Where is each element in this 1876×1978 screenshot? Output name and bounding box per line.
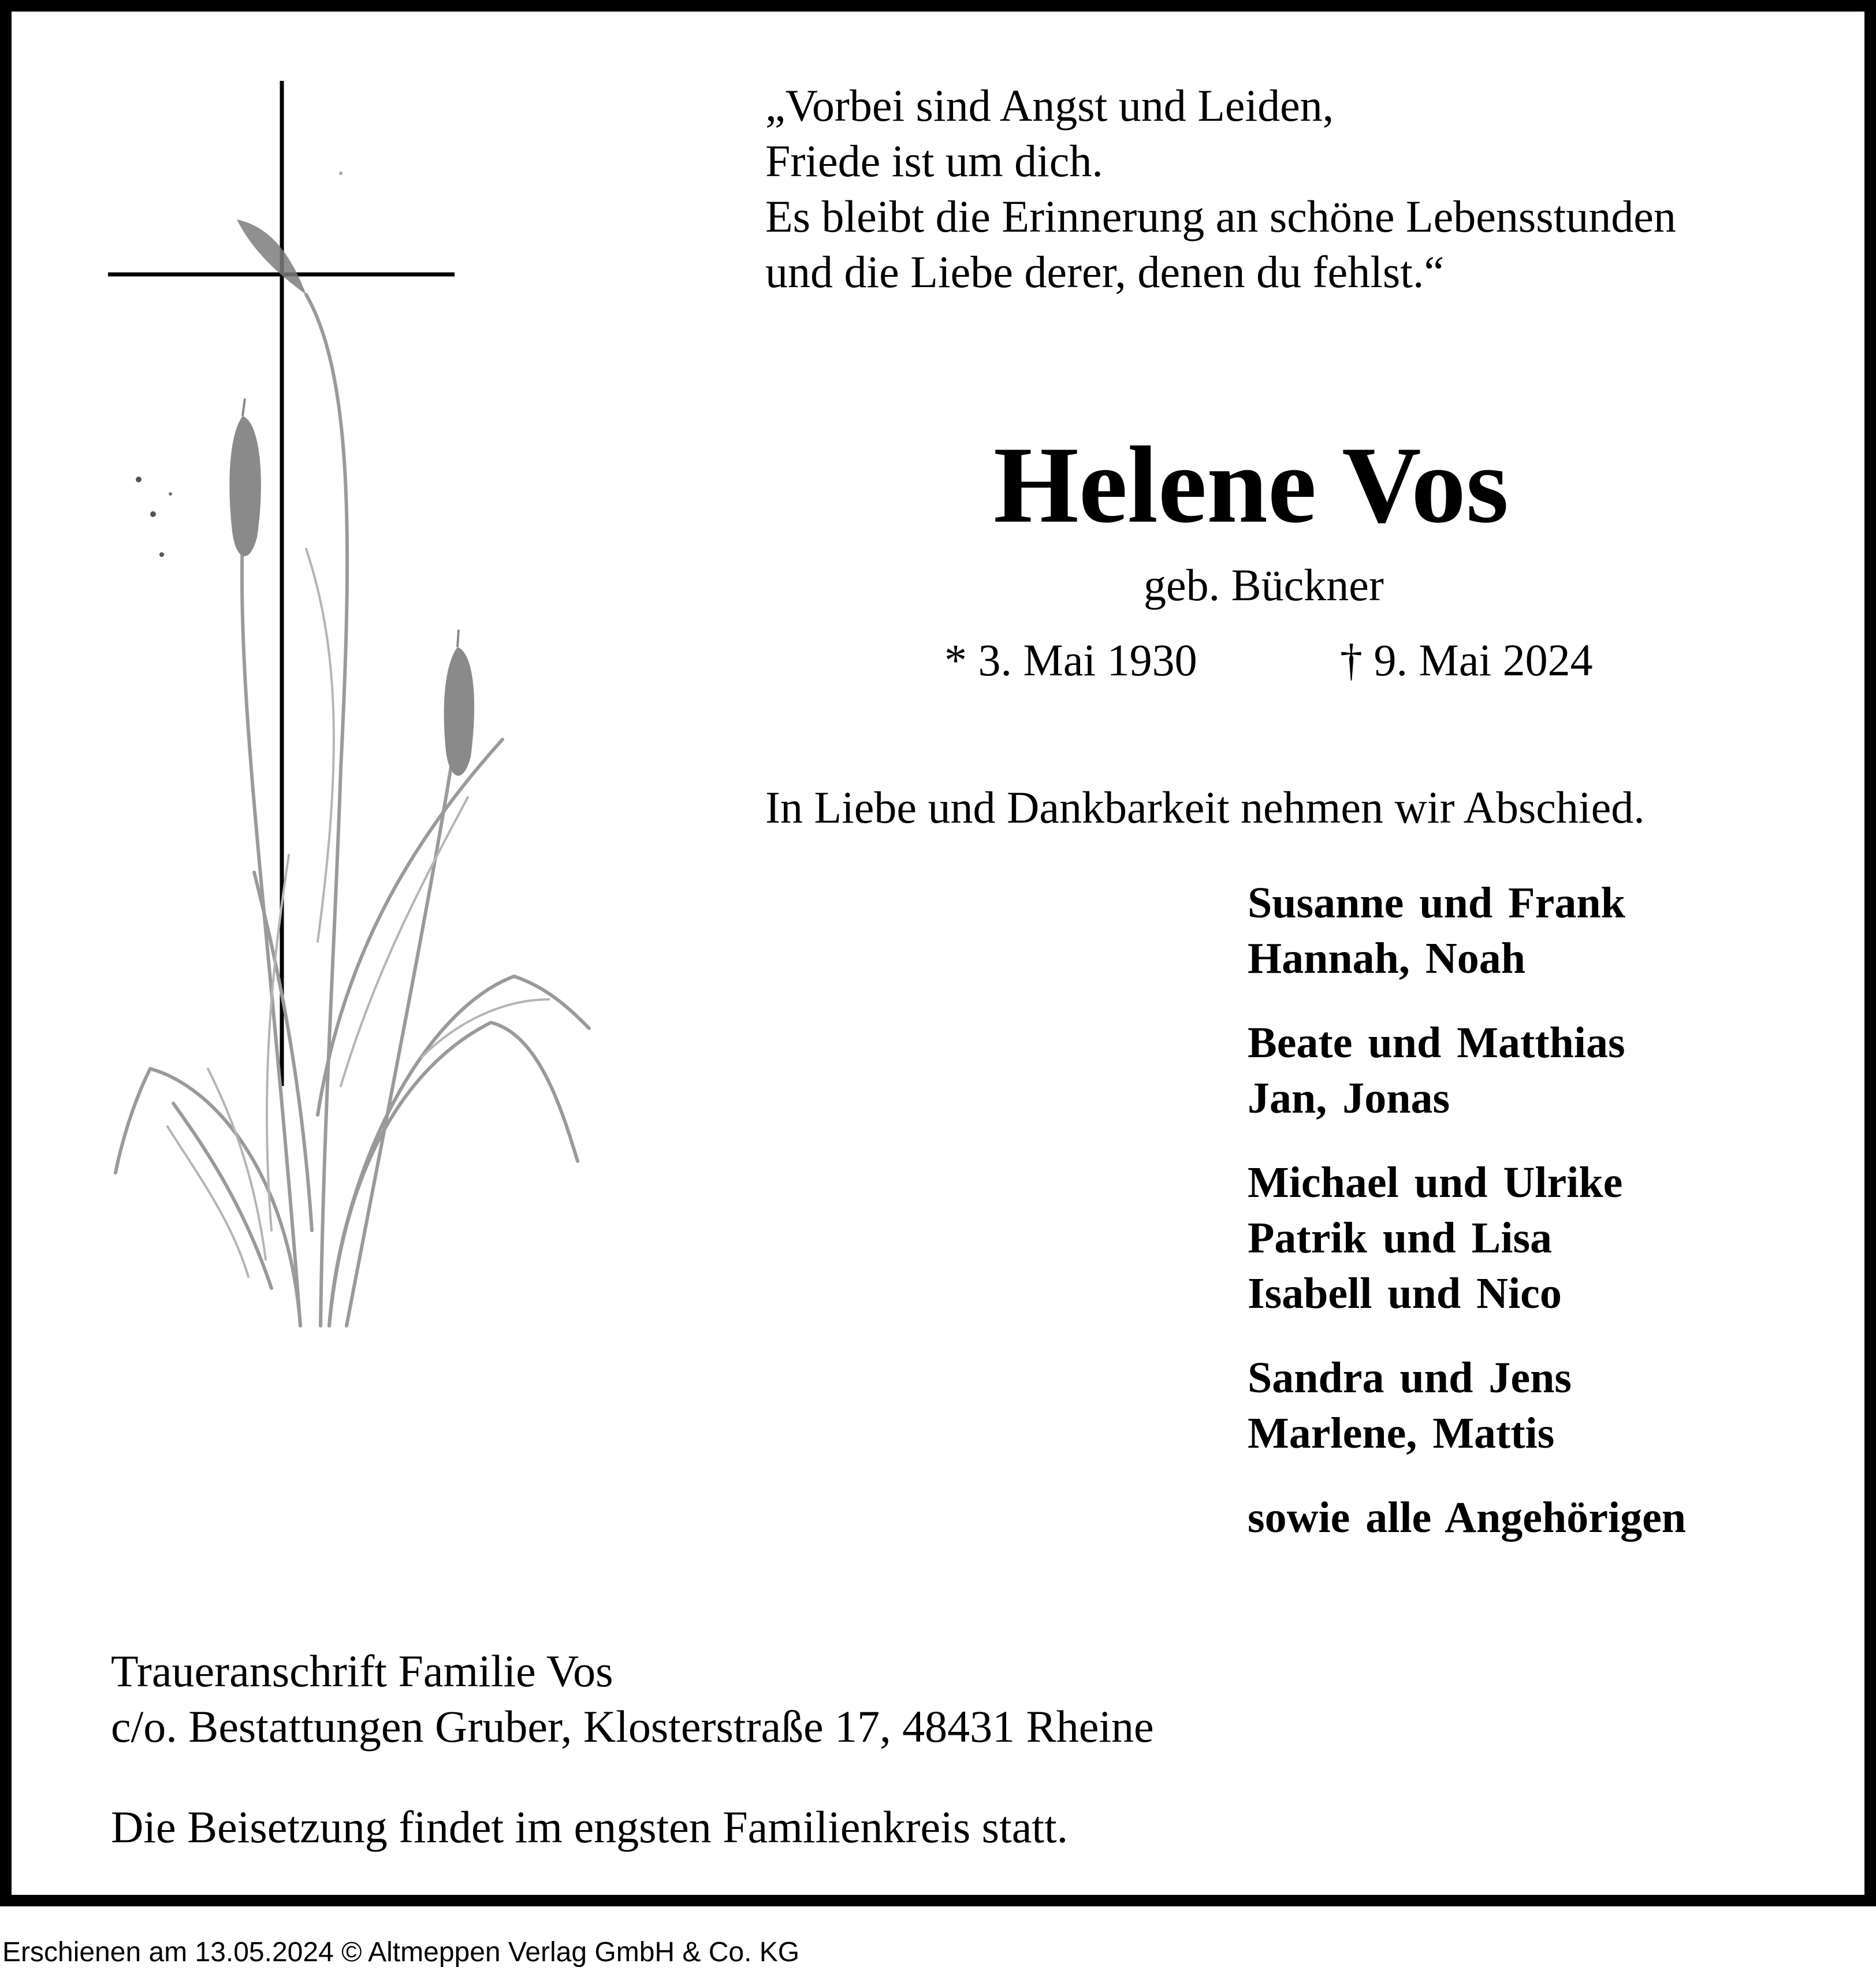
publication-footer: Erschienen am 13.05.2024 © Altmeppen Verlag GmbH & Co. KG bbox=[2, 1937, 800, 1968]
family-group bbox=[1248, 1015, 1686, 1126]
farewell-text: In Liebe und Dankbarkeit nehmen wir Abschied. bbox=[765, 782, 1645, 832]
birth-date: * 3. Mai 1930 bbox=[944, 635, 1197, 685]
memorial-quote bbox=[765, 78, 1676, 300]
family-line: sowie alle Angehörigen bbox=[1248, 1493, 1687, 1542]
death-date: † 9. Mai 2024 bbox=[1340, 635, 1593, 685]
quote-line: und die Liebe derer, denen du fehlst.“ bbox=[765, 247, 1445, 297]
family-line: Hannah, Noah bbox=[1248, 934, 1526, 983]
family-group bbox=[1248, 1350, 1686, 1461]
family-line: Isabell und Nico bbox=[1248, 1269, 1562, 1318]
address-line: c/o. Bestattungen Gruber, Klosterstraße 17, 48431 Rheine bbox=[111, 1701, 1154, 1752]
quote-line: Es bleibt die Erinnerung an schöne Lebensstunden bbox=[765, 191, 1676, 241]
quote-line: „Vorbei sind Angst und Leiden, bbox=[765, 80, 1334, 131]
family-line: Sandra und Jens bbox=[1248, 1354, 1572, 1402]
family-line: Michael und Ulrike bbox=[1248, 1158, 1623, 1207]
family-line: Jan, Jonas bbox=[1248, 1074, 1450, 1122]
quote-line: Friede ist um dich. bbox=[765, 136, 1103, 186]
address-line: Traueranschrift Familie Vos bbox=[111, 1646, 613, 1696]
family-group bbox=[1248, 875, 1686, 986]
family-group bbox=[1248, 1490, 1686, 1545]
burial-note: Die Beisetzung findet im engsten Familienkreis statt. bbox=[111, 1802, 1069, 1852]
deceased-name: Helene Vos bbox=[993, 425, 1509, 546]
cross-with-reeds-icon bbox=[98, 75, 618, 1329]
family-line: Marlene, Mattis bbox=[1248, 1409, 1555, 1458]
family-group bbox=[1248, 1155, 1686, 1321]
family-line: Susanne und Frank bbox=[1248, 879, 1625, 927]
family-line: Beate und Matthias bbox=[1248, 1018, 1625, 1067]
maiden-name: geb. Bückner bbox=[1144, 560, 1384, 610]
family-line: Patrik und Lisa bbox=[1248, 1214, 1553, 1262]
family-list bbox=[1248, 875, 1686, 1574]
condolence-address bbox=[111, 1644, 1154, 1754]
